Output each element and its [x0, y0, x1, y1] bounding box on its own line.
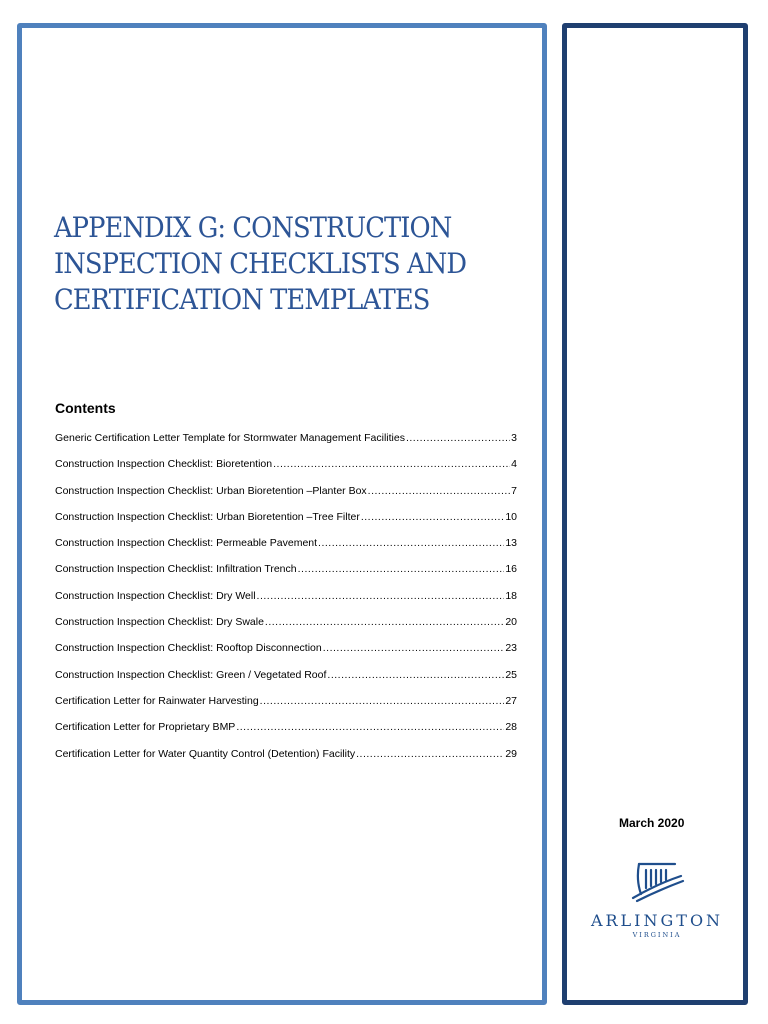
toc-entry-page: 20 [505, 616, 517, 629]
toc-entry-page: 25 [505, 668, 517, 681]
toc-leader-dots [257, 590, 505, 602]
toc-entry-title: Certification Letter for Rainwater Harvesting [55, 694, 259, 707]
toc-entry-page: 3 [511, 432, 517, 444]
toc-leader-dots [368, 485, 510, 497]
toc-entry-page: 28 [505, 721, 517, 734]
toc-entry[interactable] [55, 616, 517, 642]
toc-entry[interactable] [55, 563, 517, 589]
toc-leader-dots [406, 432, 510, 444]
toc-entry[interactable] [55, 485, 517, 511]
toc-entry-title: Construction Inspection Checklist: Dry Swale [55, 616, 264, 629]
toc-entry[interactable] [55, 748, 517, 774]
toc-entry-page: 16 [505, 563, 517, 576]
contents-heading: Contents [55, 400, 116, 416]
toc-entry[interactable] [55, 590, 517, 616]
toc-entry-page: 27 [505, 694, 517, 707]
toc-leader-dots [260, 695, 505, 707]
toc-leader-dots [265, 616, 504, 628]
toc-entry-title: Certification Letter for Water Quantity Control (Detention) Facility [55, 747, 356, 760]
logo-wordmark: ARLINGTON [590, 911, 724, 930]
toc-leader-dots [273, 458, 510, 470]
toc-entry[interactable] [55, 537, 517, 563]
toc-entry-title: Construction Inspection Checklist: Green / Vegetated Roof [55, 668, 327, 681]
toc-leader-dots [323, 642, 505, 654]
toc-entry[interactable] [55, 642, 517, 668]
toc-entry-title: Construction Inspection Checklist: Dry Well [55, 589, 256, 602]
publication-date: March 2020 [619, 816, 685, 830]
side-panel [562, 23, 748, 1005]
toc-leader-dots [298, 563, 505, 575]
toc-entry-title: Generic Certification Letter Template for Stormwater Management Facilities [55, 432, 405, 444]
toc-entry-page: 7 [511, 484, 517, 497]
toc-entry-page: 18 [505, 589, 517, 602]
toc-entry-title: Construction Inspection Checklist: Urban Bioretention –Planter Box [55, 484, 367, 497]
document-title: APPENDIX G: CONSTRUCTION INSPECTION CHECKLISTS AND CERTIFICATION TEMPLATES [54, 211, 467, 316]
toc-entry-title: Construction Inspection Checklist: Permeable Pavement [55, 537, 318, 550]
toc-entry-title: Construction Inspection Checklist: Rooftop Disconnection [55, 642, 322, 655]
table-of-contents [55, 432, 517, 774]
logo-subtitle: VIRGINIA [632, 931, 682, 939]
toc-leader-dots [236, 721, 504, 733]
toc-entry-page: 10 [505, 510, 517, 523]
toc-entry[interactable] [55, 669, 517, 695]
toc-entry-title: Construction Inspection Checklist: Urban Bioretention –Tree Filter [55, 510, 360, 523]
arlington-logo [587, 854, 727, 939]
toc-entry[interactable] [55, 511, 517, 537]
toc-entry[interactable] [55, 695, 517, 721]
toc-entry[interactable] [55, 458, 517, 484]
toc-entry-page: 13 [505, 537, 517, 550]
toc-entry[interactable] [55, 432, 517, 458]
main-panel [17, 23, 547, 1005]
toc-entry-page: 4 [511, 458, 517, 471]
toc-entry-title: Construction Inspection Checklist: Infiltration Trench [55, 563, 297, 576]
toc-leader-dots [318, 537, 504, 549]
arlington-house-icon [627, 854, 687, 904]
toc-entry-page: 29 [505, 747, 517, 760]
toc-entry-page: 23 [505, 642, 517, 655]
toc-entry[interactable] [55, 721, 517, 747]
toc-leader-dots [356, 748, 504, 760]
toc-leader-dots [361, 511, 504, 523]
toc-entry-title: Certification Letter for Proprietary BMP [55, 721, 236, 734]
toc-entry-title: Construction Inspection Checklist: Bioretention [55, 458, 273, 471]
toc-leader-dots [327, 669, 504, 681]
